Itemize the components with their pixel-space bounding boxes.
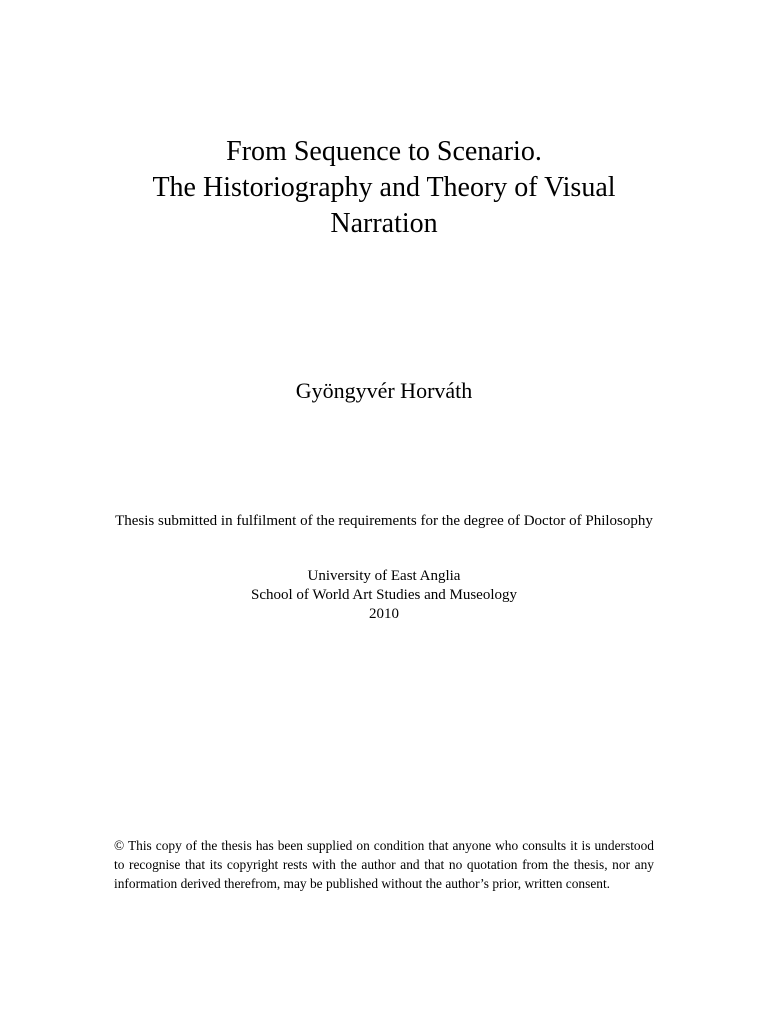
author-name: Gyöngyvér Horváth [295,378,473,403]
submission-year: 2010 [369,606,399,622]
institution-block [110,567,658,624]
title-line-3: Narration [330,208,438,239]
thesis-title [60,134,708,242]
school-name: School of World Art Studies and Museology [250,587,517,603]
submission-statement: Thesis submitted in fulfilment of the requirements for the degree of Doctor of Philosophy [115,513,653,529]
title-line-2: The Historiography and Theory of Visual [152,172,616,203]
copyright-notice: © This copy of the thesis has been supplied on condition that anyone who consults it is understood to recognise that its copyright rests with the author and that no quotation from the thesis, nor any information derived therefrom, may be published without the author’s prior, written consent. [114,838,654,891]
university-name: University of East Anglia [307,568,461,584]
title-line-1: From Sequence to Scenario. [226,136,542,167]
